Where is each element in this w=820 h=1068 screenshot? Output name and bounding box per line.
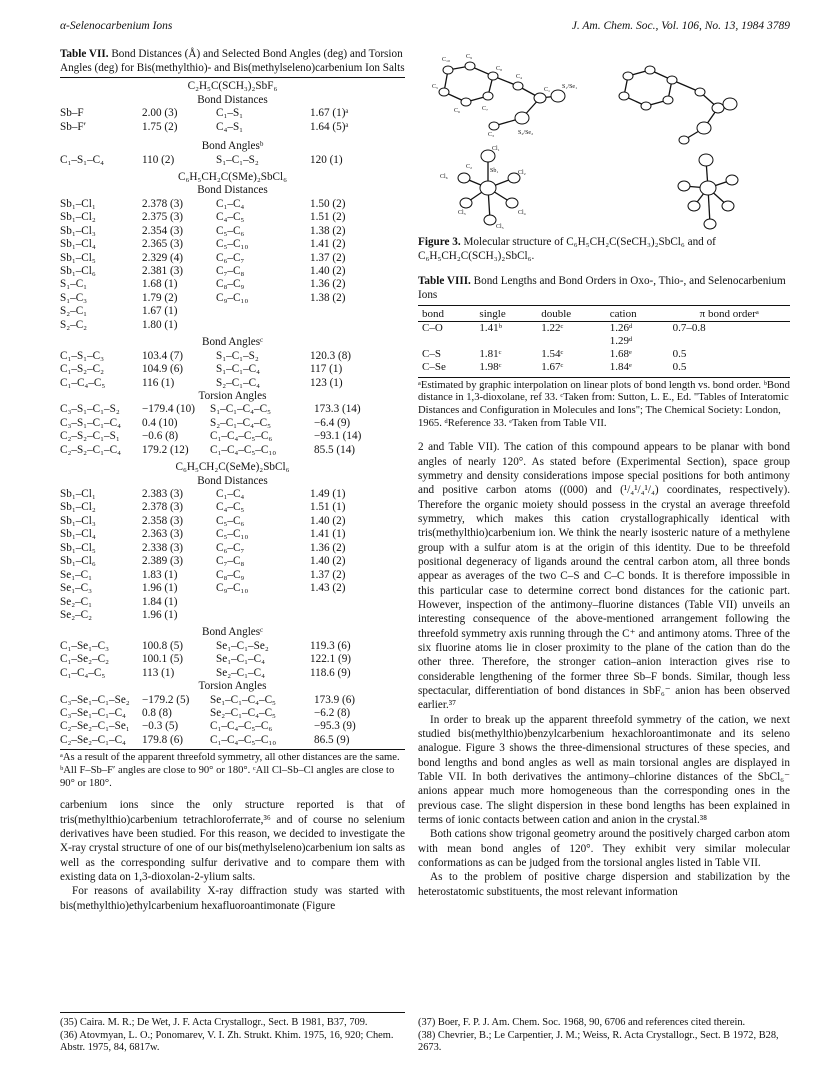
s1_arows-cell: 110 (2) bbox=[142, 153, 175, 166]
s3_rows-cell: Sb₁–Cl₅ bbox=[60, 541, 96, 554]
t7-s1-angles bbox=[60, 154, 405, 167]
s2_rows-cell: 1.40 (2) bbox=[310, 265, 346, 277]
s2_rows-cell: 1.51 (2) bbox=[310, 211, 346, 224]
s2_rows-cell: S₁–C₃ bbox=[60, 291, 88, 304]
atom-label: C₈ bbox=[496, 66, 503, 72]
s2_trows-cell: 0.4 (10) bbox=[142, 416, 178, 429]
atom-label: S₁/Se₁ bbox=[562, 84, 578, 90]
s2_trows-cell: 179.2 (12) bbox=[142, 443, 189, 456]
s3_rows-cell: 1.40 (2) bbox=[310, 514, 346, 527]
s3_rows-cell: 1.84 (1) bbox=[142, 595, 178, 608]
t8-cell: 1.84ᵉ bbox=[609, 361, 632, 374]
s2_arows-cell: S₂–C₁–C₄ bbox=[216, 376, 261, 389]
atom-label: Cl₁ bbox=[492, 146, 500, 152]
references-right bbox=[418, 1012, 790, 1055]
atom-label: C₄ bbox=[516, 74, 523, 80]
s2_rows-cell: Sb₁–Cl₁ bbox=[60, 197, 96, 210]
s2_rows-cell: 2.329 (4) bbox=[142, 251, 184, 264]
s2_trows-cell: C₂–S₂–C₁–C₄ bbox=[60, 443, 121, 456]
s2_rows-cell: 1.41 (2) bbox=[310, 238, 346, 251]
s2_rows-cell: S₁–C₁ bbox=[60, 278, 88, 291]
t8-cell bbox=[475, 335, 537, 348]
s3_arows-cell: C₁–Se₂–C₂ bbox=[60, 653, 109, 666]
s3_rows-cell: C₈–C₉ bbox=[216, 568, 245, 581]
t8-row bbox=[418, 321, 790, 335]
s1_rows-cell: 2.00 (3) bbox=[142, 107, 178, 120]
ref-35: (35) Caira. M. R.; De Wet, J. F. Acta Crystallogr., Sect. B 1981, B37, 709. bbox=[60, 1017, 368, 1028]
atom-label: C₁ bbox=[544, 87, 551, 93]
running-title: α-Selenocarbenium Ions bbox=[60, 20, 173, 32]
s2_rows-cell: C₉–C₁₀ bbox=[216, 291, 249, 304]
s3_trows-cell: 86.5 (9) bbox=[314, 733, 350, 746]
s2_rows-cell: 2.378 (3) bbox=[142, 197, 184, 210]
s3_rows-cell: Se₁–C₃ bbox=[60, 582, 93, 595]
t8-cell: C–O bbox=[422, 321, 443, 334]
t8-cell bbox=[669, 335, 790, 348]
left-paragraph-1: carbenium ions since the only structure reported is that of tris(methylthio)carbenium tetrachloroferrate,³⁶ and of course no selenium derivatives have been studied. For this reason, we decided to investigate the X-ray crystal structure of one of our bis(methylseleno)carbenium ion salts as well as the corresponding sulfur derivative and to compare them with existing data on 1,3-dioxolan-2-ylium salts. bbox=[60, 799, 405, 884]
s3_rows-cell: 1.83 (1) bbox=[142, 568, 178, 581]
s2_rows-cell: Sb₁–Cl₃ bbox=[60, 224, 96, 237]
s1_rows-cell: C₄–S₁ bbox=[216, 120, 244, 133]
s3_rows-cell: Sb₁–Cl₆ bbox=[60, 555, 96, 568]
s2_arows-cell: 116 (1) bbox=[142, 376, 175, 389]
s2_rows-cell bbox=[310, 319, 370, 332]
s1_arows-cell: C₁–S₁–C₄ bbox=[60, 153, 105, 166]
t8-cell: 1.26ᵈ bbox=[609, 321, 633, 334]
s3_arows-cell: Se₁–C₁–C₄ bbox=[216, 653, 265, 666]
table7-footnote: ᵃAs a result of the apparent threefold symmetry, all other distances are the same. ᵇAll F–Sb–F′ angles are close to 90° or 180°. ᶜAll Cl–Sb–Cl angles are close to 90° or 180°. bbox=[60, 752, 400, 789]
t8-cell: 0.7–0.8 bbox=[672, 321, 706, 334]
t7-s2-title: C₆H₅CH₂C(SMe)₂SbCl₆ bbox=[177, 170, 288, 183]
s3_arows-cell: 118.6 (9) bbox=[310, 666, 351, 679]
s3_rows-cell: 1.43 (2) bbox=[310, 582, 346, 595]
s2_rows-cell: C₄–C₅ bbox=[216, 211, 245, 224]
s3_rows-cell bbox=[310, 609, 370, 622]
s2_arows-cell: C₁–C₄–C₅ bbox=[60, 376, 106, 389]
atom-label: C₂ bbox=[466, 164, 473, 170]
s2_trows-cell: −179.4 (10) bbox=[142, 403, 195, 416]
s3_trows-cell: Se₁–C₁–C₄–C₅ bbox=[210, 693, 276, 706]
s1_rows-cell: Sb–F bbox=[60, 107, 84, 120]
t7-s3-title: C₆H₅CH₂C(SeMe)₂SbCl₆ bbox=[175, 461, 290, 474]
t7-s3-torsions bbox=[60, 694, 405, 748]
s2_rows-cell: 2.375 (3) bbox=[142, 211, 184, 224]
s2_arows-cell: 117 (1) bbox=[310, 363, 343, 376]
s1_arows-cell: S₁–C₁–S₂ bbox=[216, 153, 259, 166]
t7-s3-angles bbox=[60, 640, 405, 680]
s1_rows-cell: 1.75 (2) bbox=[142, 120, 178, 133]
t8-cell: C–Se bbox=[422, 361, 446, 374]
t8-row bbox=[418, 335, 790, 348]
ref-38: (38) Chevrier, B.; Le Carpentier, J. M.; Weiss, R. Acta Crystallogr., Sect. B 1972, B28, 2673. bbox=[418, 1029, 779, 1054]
table8-caption: Table VIII. Bond Lengths and Bond Orders in Oxo-, Thio-, and Selenocarbenium Ions bbox=[418, 275, 786, 301]
s2_rows-cell: C₅–C₁₀ bbox=[216, 238, 249, 251]
t8-cell bbox=[537, 335, 605, 348]
t8-cell: 1.22ᶜ bbox=[541, 321, 564, 334]
s3_trows-cell: −6.2 (8) bbox=[314, 707, 351, 719]
s3_trows-cell: 179.8 (6) bbox=[142, 733, 184, 746]
atom-label: C₉ bbox=[466, 54, 473, 60]
s3_rows-cell bbox=[216, 609, 306, 622]
table7-caption: Table VII. Bond Distances (Å) and Selected Bond Angles (deg) and Torsion Angles (deg) for Bis(methylthio)- and Bis(methylseleno)carbenium Ion Salts bbox=[60, 48, 405, 74]
running-header bbox=[60, 20, 790, 34]
s2_rows-cell: 1.79 (2) bbox=[142, 291, 178, 304]
s1_rows-cell: Sb–F′ bbox=[60, 120, 87, 133]
right-paragraph-4: As to the problem of positive charge dispersion and stabilization by the heterostatomic substituents, the most relevant information bbox=[418, 871, 790, 898]
s2_rows-cell: 1.37 (2) bbox=[310, 251, 346, 264]
s3_rows-cell: C₁–C₄ bbox=[216, 488, 245, 500]
s3_rows-cell: Se₂–C₂ bbox=[60, 608, 93, 621]
t8-row bbox=[418, 361, 790, 374]
t8-cell: 1.29ᵈ bbox=[609, 335, 633, 347]
s3_rows-cell: 1.40 (2) bbox=[310, 555, 346, 568]
s2_trows-cell: 173.3 (14) bbox=[314, 403, 361, 416]
s3_rows-cell: C₅–C₆ bbox=[216, 514, 245, 527]
s2_arows-cell: S₁–C₁–S₂ bbox=[216, 349, 259, 362]
table8 bbox=[418, 308, 790, 375]
s3_trows-cell: C₁–C₄–C₅–C₆ bbox=[210, 720, 273, 733]
s2_rows-cell bbox=[216, 305, 306, 318]
s2_arows-cell: 123 (1) bbox=[310, 376, 343, 389]
right-column bbox=[418, 48, 790, 899]
s2_rows-cell: 1.80 (1) bbox=[142, 318, 178, 331]
s3_rows-cell: C₆–C₇ bbox=[216, 541, 245, 554]
t8-cell: 1.98ᶜ bbox=[479, 361, 502, 374]
s3_arows-cell: 122.1 (9) bbox=[310, 653, 352, 666]
t7-s1-title: C₂H₅C(SCH₃)₂SbF₆ bbox=[187, 80, 278, 93]
s3_trows-cell: C₃–Se₁–C₁–C₄ bbox=[60, 707, 126, 719]
s1_rows-cell: C₁–S₁ bbox=[216, 107, 244, 120]
atom-label: C₆ bbox=[454, 108, 461, 114]
t8-cell: 0.5 bbox=[672, 361, 687, 374]
s3_rows-cell: Sb₁–Cl₁ bbox=[60, 488, 96, 500]
s2_arows-cell: 104.9 (6) bbox=[142, 363, 184, 376]
s2_rows-cell: 1.67 (1) bbox=[142, 305, 178, 318]
s2_rows-cell: S₂–C₁ bbox=[60, 305, 88, 318]
s2_rows-cell: S₂–C₂ bbox=[60, 318, 88, 331]
s2_trows-cell: C₃–S₁–C₁–S₂ bbox=[60, 403, 120, 416]
s3_trows-cell: −179.2 (5) bbox=[142, 693, 190, 706]
s2_rows-cell bbox=[216, 319, 306, 332]
figure3-caption: Figure 3. Molecular structure of C₆H₅CH₂C(SeCH₃)₂SbCl₆ and of C₆H₅CH₂C(SCH₃)₂SbCl₆. bbox=[418, 236, 716, 262]
atom-label: Sb₁ bbox=[490, 168, 499, 174]
t8-cell: 0.5 bbox=[672, 348, 687, 361]
s2_trows-cell: C₃–S₁–C₁–C₄ bbox=[60, 416, 121, 429]
s2_trows-cell: −6.4 (9) bbox=[314, 416, 351, 429]
s3_rows-cell: C₇–C₈ bbox=[216, 555, 245, 568]
atom-label: Cl₂ bbox=[518, 170, 526, 176]
s3_rows-cell: C₉–C₁₀ bbox=[216, 582, 249, 595]
s1_arows-cell: 120 (1) bbox=[310, 153, 343, 166]
s3_rows-cell: 2.358 (3) bbox=[142, 514, 184, 527]
s3_rows-cell: 2.383 (3) bbox=[142, 488, 184, 500]
right-paragraph-2: In order to break up the apparent threefold symmetry of the cation, we next studied bis(methylthio)benzylcarbenium hexachloroantimonate and its seleno analogue. Figure 3 shows the three-dimensional structures of these species, and bond lengths and bond angles as well as main torsional angles are displayed in Table VII. In both derivatives the antimony–chlorine distances of the SbCl₆⁻ anions appear much more homogeneous than the corresponding ones in the previous case. The slight dispersion in these bond lengths has been explained in terms of ionic contacts between cation and anion in the crystal.³⁸ bbox=[418, 713, 790, 826]
t8-cell bbox=[418, 335, 475, 348]
t7-s1-rows bbox=[60, 107, 405, 134]
atom-label: C₅ bbox=[432, 84, 439, 90]
t7-s3-rows bbox=[60, 488, 405, 622]
s3_rows-cell: 1.51 (1) bbox=[310, 501, 346, 514]
s3_rows-cell: 2.378 (3) bbox=[142, 501, 184, 514]
ref-36: (36) Atovmyan, L. O.; Ponomarev, V. I. Zh. Strukt. Khim. 1975, 16, 920; Chem. Abstr. 1975, 84, 6817w. bbox=[60, 1029, 394, 1054]
s2_trows-cell: C₁–C₄–C₅–C₁₀ bbox=[210, 443, 277, 456]
s2_trows-cell: −0.6 (8) bbox=[142, 430, 179, 443]
s2_rows-cell: 1.38 (2) bbox=[310, 224, 346, 237]
s3_trows-cell: 0.8 (8) bbox=[142, 707, 172, 719]
s3_rows-cell: Sb₁–Cl₃ bbox=[60, 514, 96, 527]
t8-row bbox=[418, 348, 790, 361]
journal-citation: J. Am. Chem. Soc., Vol. 106, No. 13, 1984 3789 bbox=[571, 20, 790, 32]
right-paragraph-1: 2 and Table VII). The cation of this compound appears to be planar with bond angles of nearly 120°. As stated before (Experimental Section), space group symmetry and density considerations impose special positions for both antimony and positive carbon atoms ((000) and (¹/₄¹/₄¹/₄) coordinates, respectively). Therefore the organic moiety should possess in the crystal an average threefold symmetry, which makes this cation crystallographically identical with tris(methylthio)carbenium ion. We think the nearly isosteric nature of a methylene group with a sulfur atom is at the origin of this identity. Due to be threefold positional degeneracy of ligands around the central carbon atom, all three bonds appear as averages of the two C–S and C–C bonds. It is therefore impossible in this particular case to determine correct bond distances for the cationic part. However, inspection of the antimony–fluorine distances (Table VII) unveils an interesting consequence of the above-mentioned arrangement following the threefold symmetry axis running through the C⁺ and antimony atoms. Three of the six fluorine atoms lie in closer proximity to the plane of the cation than do the other three. Therefore, the stronger cation–anion interaction gives rise to considerable lengthening of the former three Sb–F bonds. Similar, though less spectacular, differentiation of bond distances in SbF₆⁻ anion has been observed earlier.³⁷ bbox=[418, 441, 790, 712]
t8-header: π bond orderᵃ bbox=[699, 307, 759, 320]
s2_rows-cell: C₇–C₈ bbox=[216, 265, 245, 277]
s3_rows-cell: Sb₁–Cl₂ bbox=[60, 501, 96, 514]
s2_trows-cell: C₂–S₂–C₁–S₁ bbox=[60, 430, 120, 443]
atom-label: C₃ bbox=[488, 132, 495, 138]
ref-37: (37) Boer, F. P. J. Am. Chem. Soc. 1968, 90, 6706 and references cited therein. bbox=[418, 1017, 746, 1028]
s3_rows-cell: Se₂–C₁ bbox=[60, 595, 93, 608]
atom-label: C₇ bbox=[482, 106, 489, 112]
s3_rows-cell: C₅–C₁₀ bbox=[216, 528, 249, 541]
s3_arows-cell: Se₁–C₁–Se₂ bbox=[216, 639, 269, 652]
s2_trows-cell: 85.5 (14) bbox=[314, 443, 356, 456]
s2_arows-cell: C₁–S₁–C₃ bbox=[60, 349, 105, 362]
s3_arows-cell: 100.1 (5) bbox=[142, 653, 184, 666]
left-column: Table VII. Bond Distances (Å) and Selected Bond Angles (deg) and Torsion Angles (deg) for Bis(methylthio)- and Bis(methylseleno)carbenium Ion Salts C₂H₅C(SCH₃)₂SbF₆ Bond Distances Sb–F 2.00 (3) C₁–S₁ 1.67 (1)ᵃ Sb–F′ 1.75 (2) C₄–S₁ 1.64 (5)ᵃ Bond Anglesᵇ C₁–S₁–C₄ 110 (2) S₁–C₁–S₂ 120 (1) C₆H₅CH₂C(SMe)₂SbCl₆ Bond Distances Sb₁–Cl₁ 2.378 (3) C₁–C₄ 1.50 (2) Sb₁–Cl₂ 2.375 (3) C₄–C₅ 1.51 (2) Sb₁–Cl₃ 2.354 (3) C₅–C₆ 1.38 (2) Sb₁–Cl₄ 2.365 (3) C₅–C₁₀ 1.41 (2) Sb₁–Cl₅ 2.329 (4) C₆–C₇ 1.37 (2) Sb₁–Cl₆ 2.381 (3) C₇–C₈ 1.40 (2) S₁–C₁ 1.68 (1) C₈–C₉ 1.36 (2) S₁–C₃ 1.79 (2) C₉–C₁₀ 1.38 (2) S₂–C₁ 1.67 (1) S₂–C₂ 1.80 (1) Bond Anglesᶜ C₁–S₁–C₃ 103.4 (7) S₁–C₁–S₂ 120.3 (8) C₁–S₂–C₂ 104.9 (6) S₁–C₁–C₄ 117 (1) C₁–C₄–C₅ 116 (1) S₂–C₁–C₄ 123 (1) Torsion Angles C₃–S₁–C₁–S₂ −179.4 (10) S₁–C₁–C₄–C₅ 173.3 (14) C₃–S₁–C₁–C₄ 0.4 (10) S₂–C₁–C₄–C₅ −6.4 (9) C₂–S₂–C₁–S₁ −0.6 (8) C₁–C₄–C₅–C₆ −93.1 (14) C₂–S₂–C₁–C₄ 179.2 (12) C₁–C₄–C₅–C₁₀ 85.5 (14) C₆H₅CH₂C(SeMe)₂SbCl₆ Bond Distances Sb₁–Cl₁ 2.383 (3) C₁–C₄ 1.49 (1) Sb₁–Cl₂ 2.378 (3) C₄–C₅ 1.51 (1) Sb₁–Cl₃ 2.358 (3) C₅–C₆ 1.40 (2) Sb₁–Cl₄ 2.363 (3) C₅–C₁₀ 1.41 (1) Sb₁–Cl₅ 2.338 (3) C₆–C₇ 1.36 (2) Sb₁–Cl₆ 2.389 (3) C₇–C₈ 1.40 (2) Se₁–C₁ 1.83 (1) C₈–C₉ 1.37 (2) Se₁–C₃ 1.96 (1) C₉–C₁₀ 1.43 (2) Se₂–C₁ 1.84 (1) Se₂–C₂ 1.96 (1) Bond Anglesᶜ C₁–Se₁–C₃ 100.8 (5) Se₁–C₁–Se₂ 119.3 (6) C₁–Se₂–C₂ 100.1 (5) Se₁–C₁–C₄ 122.1 (9) C₁–C₄–C₅ 113 (1) Se₂–C₁–C₄ 118.6 (9) Torsion Angles C₃–Se₁–C₁–Se₂ −179.2 (5) Se₁–C₁–C₄–C₅ 173.9 (6) C₃–Se₁–C₁–C₄ 0.8 (8) Se₂–C₁–C₄–C₅ −6.2 (8) C₂–Se₂–C₁–Se₁ −0.3 (5) C₁–C₄–C₅–C₆ −95.3 (9) C₂–Se₂–C₁–C₄ 179.8 (6) C₁–C₄–C₅–C₁₀ 86.5 (9) ᵃAs a result of the apparent threefold symmetry, all other distances are the same. ᵇAll F–Sb–F′ angles are close to 90° or 180°. ᶜAll Cl–Sb–Cl angles are close to 90° or 180°. carbenium ions since the only structure reported is that of tris(methylthio)carbenium tetrachloroferrate,³⁶ and of course no selenium derivatives have been studied. For this reason, we decided to investigate the X-ray crystal structure of one of our bis(methylseleno)carbenium ion salts as well as the corresponding sulfur derivative and to compare them with existing data on 1,3-dioxolan-2-ylium salts. For reasons of availability X-ray diffraction study was started with bis(methylthio)ethylcarbenium hexafluoroantimonate (Figure bbox=[60, 48, 405, 912]
s3_arows-cell: 100.8 (5) bbox=[142, 639, 184, 652]
s3_rows-cell bbox=[310, 596, 370, 609]
s2_rows-cell: 2.354 (3) bbox=[142, 224, 184, 237]
t8-cell: 1.68ᵉ bbox=[609, 348, 632, 361]
s2_rows-cell: Sb₁–Cl₅ bbox=[60, 251, 96, 264]
t8-cell: 1.67ᶜ bbox=[541, 361, 564, 374]
s3_trows-cell: C₃–Se₁–C₁–Se₂ bbox=[60, 693, 130, 706]
s2_rows-cell: 1.36 (2) bbox=[310, 278, 346, 291]
s3_arows-cell: C₁–Se₁–C₃ bbox=[60, 639, 109, 652]
s2_rows-cell: 2.381 (3) bbox=[142, 265, 184, 277]
s2_rows-cell: 1.38 (2) bbox=[310, 291, 346, 304]
s2_rows-cell bbox=[310, 305, 370, 318]
s3_rows-cell: 1.41 (1) bbox=[310, 528, 346, 541]
atom-label: Cl₃ bbox=[458, 210, 466, 216]
s3_trows-cell: −0.3 (5) bbox=[142, 720, 179, 733]
t8-header: single bbox=[479, 307, 506, 320]
s3_rows-cell: 1.37 (2) bbox=[310, 568, 346, 581]
s3_rows-cell: 1.36 (2) bbox=[310, 541, 346, 554]
figure3-drawing bbox=[418, 48, 790, 236]
s3_rows-cell: Sb₁–Cl₄ bbox=[60, 528, 96, 541]
t8-header: bond bbox=[422, 307, 444, 320]
t8-cell: 1.54ᶜ bbox=[541, 348, 564, 361]
s2_rows-cell: 1.68 (1) bbox=[142, 278, 178, 291]
s3_trows-cell: −95.3 (9) bbox=[314, 720, 356, 733]
s2_arows-cell: 103.4 (7) bbox=[142, 349, 184, 362]
atom-label: C₁₀ bbox=[442, 57, 451, 63]
s3_rows-cell: 2.338 (3) bbox=[142, 541, 184, 554]
s3_arows-cell: C₁–C₄–C₅ bbox=[60, 666, 106, 679]
s2_rows-cell: C₈–C₉ bbox=[216, 278, 245, 291]
s3_trows-cell: 173.9 (6) bbox=[314, 693, 356, 706]
s3_rows-cell: 2.389 (3) bbox=[142, 555, 184, 568]
atom-label: S₂/Se₂ bbox=[518, 130, 534, 136]
s2_arows-cell: C₁–S₂–C₂ bbox=[60, 363, 105, 376]
atom-label: Cl₄ bbox=[518, 210, 526, 216]
s3_trows-cell: Se₂–C₁–C₄–C₅ bbox=[210, 707, 276, 719]
s3_trows-cell: C₂–Se₂–C₁–Se₁ bbox=[60, 720, 130, 733]
s2_rows-cell: C₆–C₇ bbox=[216, 251, 245, 264]
s3_arows-cell: Se₂–C₁–C₄ bbox=[216, 666, 265, 679]
s2_trows-cell: −93.1 (14) bbox=[314, 430, 362, 443]
s2_arows-cell: S₁–C₁–C₄ bbox=[216, 363, 261, 376]
s3_rows-cell: C₄–C₅ bbox=[216, 501, 245, 514]
s3_rows-cell bbox=[216, 596, 306, 609]
s2_trows-cell: S₂–C₁–C₄–C₅ bbox=[210, 416, 271, 429]
t7-s2-rows bbox=[60, 198, 405, 332]
s2_rows-cell: Sb₁–Cl₂ bbox=[60, 211, 96, 224]
s3_rows-cell: Se₁–C₁ bbox=[60, 568, 93, 581]
t8-header: double bbox=[541, 307, 572, 320]
s1_rows-cell: 1.64 (5)ᵃ bbox=[310, 120, 349, 133]
atom-label: Cl₆ bbox=[440, 174, 448, 180]
s3_trows-cell: C₁–C₄–C₅–C₁₀ bbox=[210, 733, 277, 746]
s3_rows-cell: 1.96 (1) bbox=[142, 608, 178, 621]
t8-cell: 1.41ᵇ bbox=[479, 321, 503, 334]
s3_rows-cell: 1.49 (1) bbox=[310, 488, 346, 500]
s3_arows-cell: 119.3 (6) bbox=[310, 639, 351, 652]
s2_trows-cell: C₁–C₄–C₅–C₆ bbox=[210, 430, 273, 443]
table8-footnote: ᵃEstimated by graphic interpolation on linear plots of bond length vs. bond order. ᵇBond distance in 1,3-dioxolane, ref 33. ᶜTaken from: Sutton, L. E., Ed. "Tables of Interatomic Distances and Configuration in Molecules and Ions"; The Chemical Society: London, 1965. ᵈReference 33. ᵉTaken from Table VII. bbox=[418, 379, 790, 429]
s2_rows-cell: Sb₁–Cl₆ bbox=[60, 265, 96, 277]
figure3-svg bbox=[418, 48, 790, 236]
s2_rows-cell: C₁–C₄ bbox=[216, 197, 245, 210]
s2_rows-cell: Sb₁–Cl₄ bbox=[60, 238, 96, 251]
s2_trows-cell: S₁–C₁–C₄–C₅ bbox=[210, 403, 271, 416]
t8-header: cation bbox=[609, 307, 637, 320]
s3_trows-cell: C₂–Se₂–C₁–C₄ bbox=[60, 733, 126, 746]
s2_rows-cell: C₅–C₆ bbox=[216, 224, 245, 237]
right-paragraph-3: Both cations show trigonal geometry around the positively charged carbon atom with mean bond angles of 120°. They exhibit very similar molecular conformations as can be judged from the torsional angles listed in Table VII. bbox=[418, 828, 790, 869]
s1_rows-cell: 1.67 (1)ᵃ bbox=[310, 107, 349, 120]
s2_rows-cell: 1.50 (2) bbox=[310, 197, 346, 210]
atom-label: Cl₅ bbox=[496, 224, 504, 230]
s2_arows-cell: 120.3 (8) bbox=[310, 349, 352, 362]
s2_rows-cell: 2.365 (3) bbox=[142, 238, 184, 251]
t8-cell: 1.81ᶜ bbox=[479, 348, 502, 361]
s3_rows-cell: 1.96 (1) bbox=[142, 582, 178, 595]
s3_arows-cell: 113 (1) bbox=[142, 666, 175, 679]
t7-s2-angles bbox=[60, 350, 405, 390]
references-left bbox=[60, 1012, 405, 1055]
t7-s2-torsions bbox=[60, 403, 405, 457]
t8-cell: C–S bbox=[422, 348, 441, 361]
left-paragraph-2: For reasons of availability X-ray diffraction study was started with bis(methylthio)ethylcarbenium hexafluoroantimonate (Figure bbox=[60, 885, 405, 912]
s3_rows-cell: 2.363 (3) bbox=[142, 528, 184, 541]
